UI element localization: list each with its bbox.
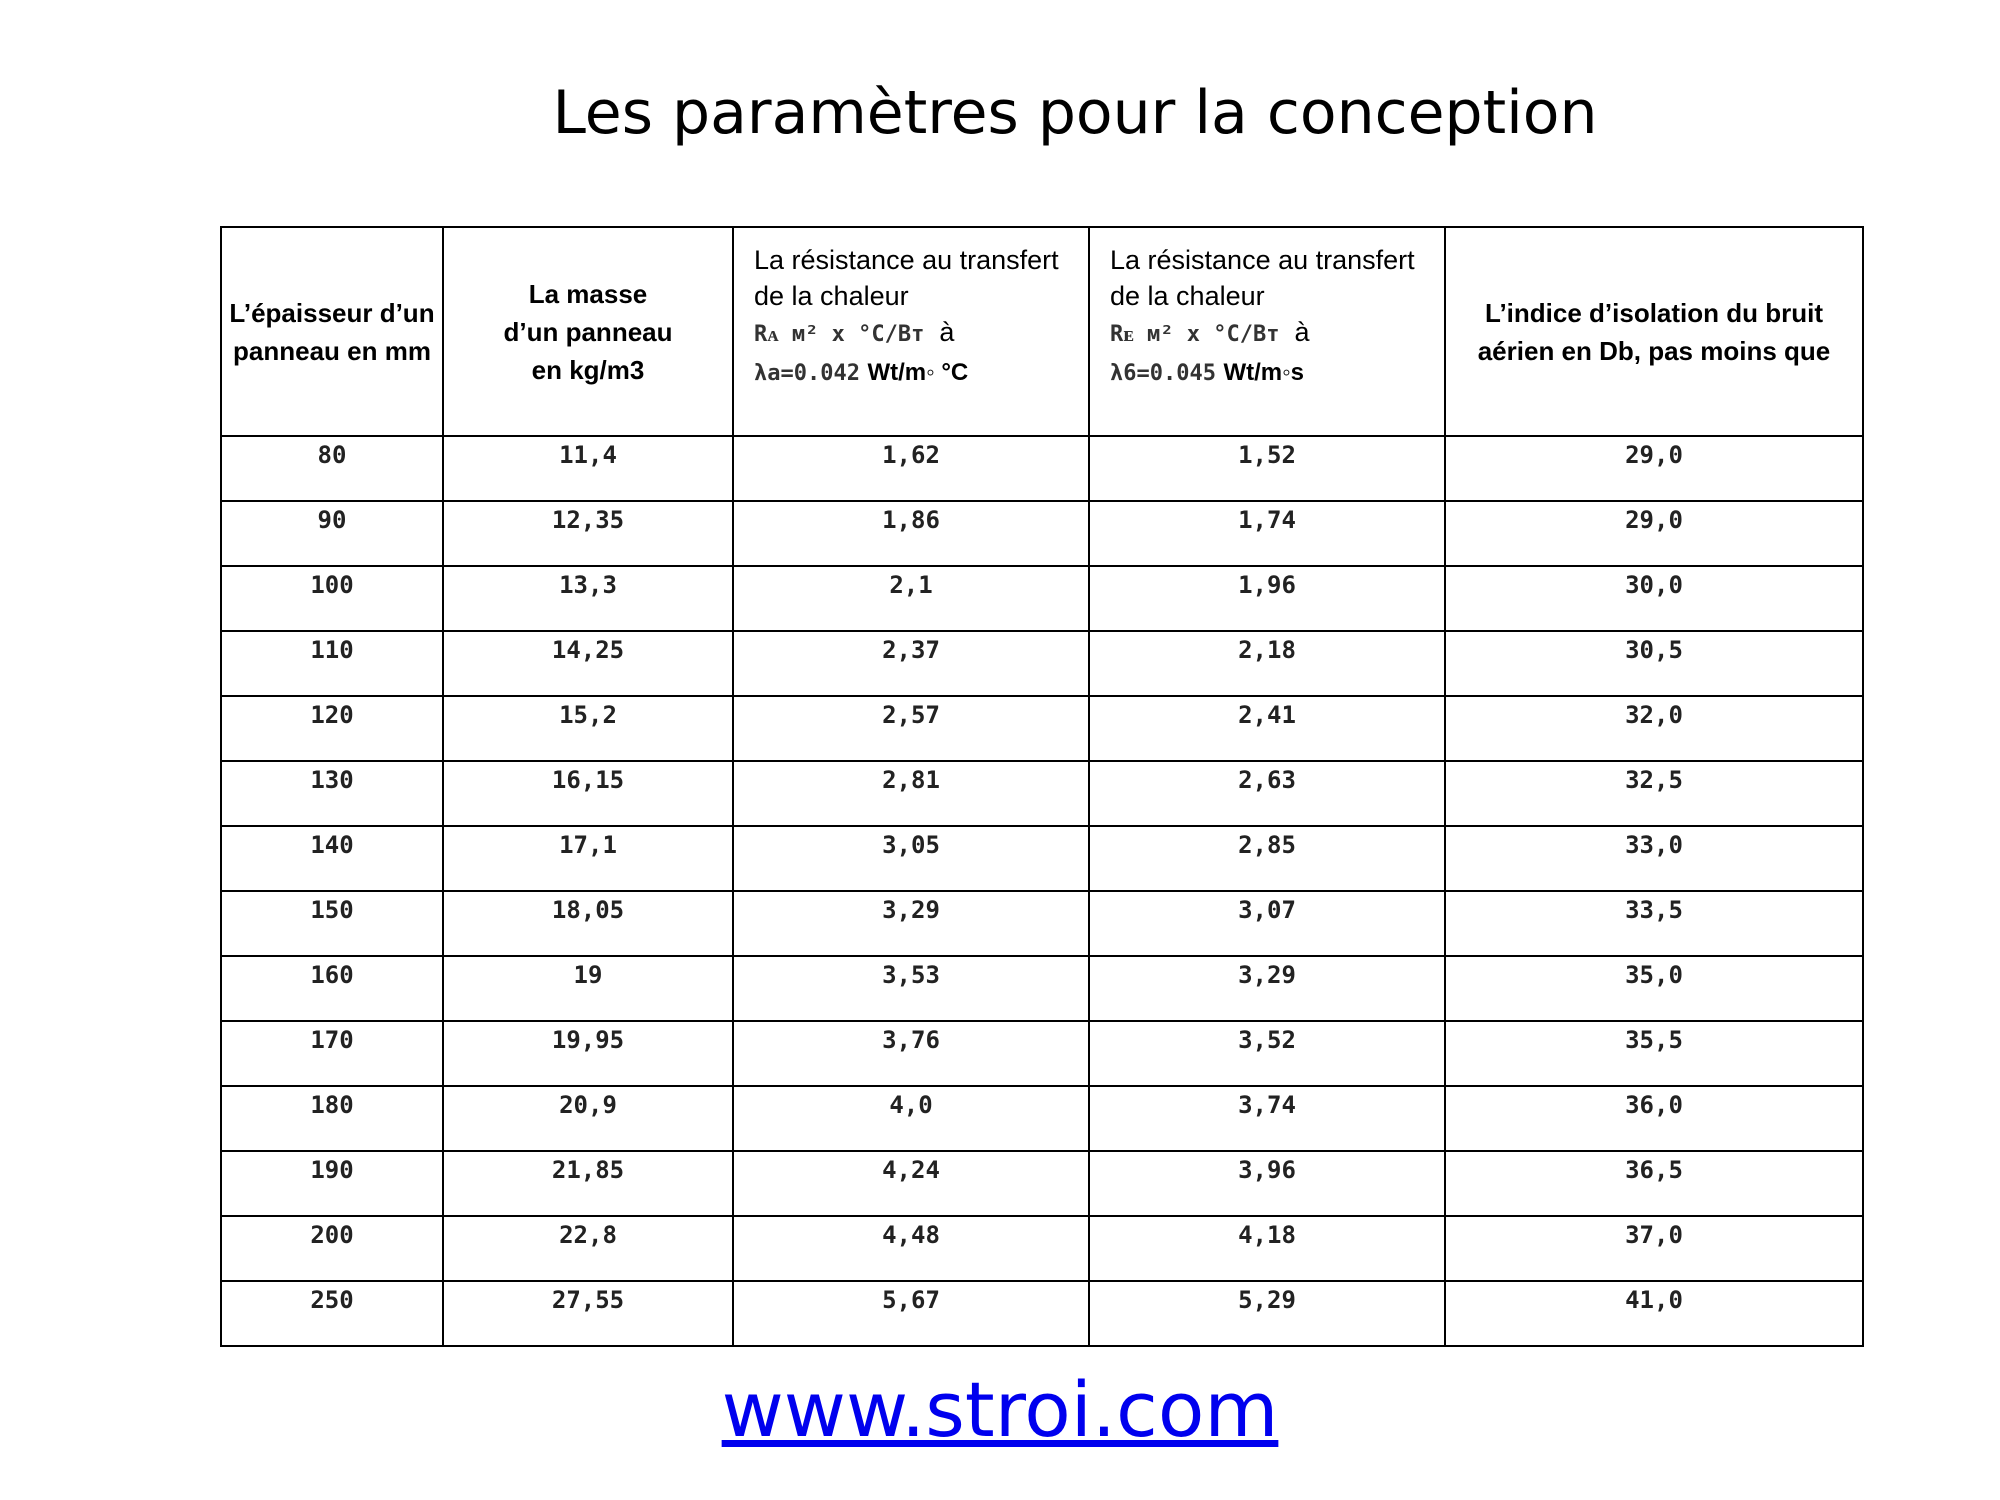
resistance-a-cell: 2,1 [733, 566, 1089, 631]
header-resistance-b [1089, 227, 1445, 436]
resistance-a-cell: 1,86 [733, 501, 1089, 566]
table-row [221, 1281, 1863, 1346]
resistance-b-cell: 2,85 [1089, 826, 1445, 891]
website-link[interactable]: www.stroi.com [721, 1365, 1279, 1454]
resistance-b-cell: 3,52 [1089, 1021, 1445, 1086]
resistance-a-cell: 3,76 [733, 1021, 1089, 1086]
header-resistance-a [733, 227, 1089, 436]
sound-index-cell: 41,0 [1445, 1281, 1863, 1346]
header-mass [443, 227, 733, 436]
resistance-b-cell: 3,07 [1089, 891, 1445, 956]
parameters-table [220, 226, 1864, 1347]
resistance-b-unit-formula: Rᴇ м² x °C/Вт [1110, 322, 1280, 347]
table-row [221, 436, 1863, 501]
thickness-cell: 200 [221, 1216, 443, 1281]
mass-cell: 12,35 [443, 501, 733, 566]
resistance-a-cell: 4,24 [733, 1151, 1089, 1216]
resistance-a-cell: 2,81 [733, 761, 1089, 826]
thickness-cell: 140 [221, 826, 443, 891]
table-row [221, 566, 1863, 631]
resistance-a-a: à [939, 317, 955, 347]
resistance-b-cell: 4,18 [1089, 1216, 1445, 1281]
table-row [221, 826, 1863, 891]
sound-index-cell: 36,0 [1445, 1086, 1863, 1151]
resistance-a-cell: 3,05 [733, 826, 1089, 891]
header-resistance-b-text: La résistance au transfert de la chaleur [1110, 245, 1415, 311]
thickness-cell: 160 [221, 956, 443, 1021]
resistance-b-cell: 3,74 [1089, 1086, 1445, 1151]
header-sound-insulation: L’indice d’isolation du bruit aérien en Db, pas moins que [1445, 227, 1863, 436]
mass-cell: 22,8 [443, 1216, 733, 1281]
mass-cell: 21,85 [443, 1151, 733, 1216]
header-resistance-b-formula [1110, 314, 1444, 353]
resistance-a-cell: 4,48 [733, 1216, 1089, 1281]
thickness-cell: 250 [221, 1281, 443, 1346]
header-mass-line3: en kg/m3 [531, 354, 645, 385]
sound-index-cell: 36,5 [1445, 1151, 1863, 1216]
sound-index-cell: 37,0 [1445, 1216, 1863, 1281]
thickness-cell: 100 [221, 566, 443, 631]
resistance-b-cell: 3,96 [1089, 1151, 1445, 1216]
table-row [221, 501, 1863, 566]
resistance-a-cell: 2,37 [733, 631, 1089, 696]
table-row [221, 891, 1863, 956]
resistance-a-cell: 3,29 [733, 891, 1089, 956]
mass-cell: 20,9 [443, 1086, 733, 1151]
resistance-a-cell: 2,57 [733, 696, 1089, 761]
table-row [221, 1086, 1863, 1151]
resistance-a-cell: 4,0 [733, 1086, 1089, 1151]
thickness-cell: 130 [221, 761, 443, 826]
header-resistance-a-formula [754, 314, 1088, 353]
resistance-b-cell: 1,96 [1089, 566, 1445, 631]
resistance-b-lambda-unit: Wt/m◦s [1223, 359, 1304, 386]
resistance-b-cell: 1,52 [1089, 436, 1445, 501]
resistance-a-cell: 5,67 [733, 1281, 1089, 1346]
resistance-a-unit-formula: Rᴀ м² x °C/Вт [754, 322, 925, 347]
thickness-cell: 170 [221, 1021, 443, 1086]
thickness-cell: 120 [221, 696, 443, 761]
table-row [221, 631, 1863, 696]
resistance-a-cell: 3,53 [733, 956, 1089, 1021]
thickness-cell: 150 [221, 891, 443, 956]
thickness-cell: 190 [221, 1151, 443, 1216]
table-row [221, 1216, 1863, 1281]
header-resistance-a-lambda [754, 353, 1088, 392]
table-row [221, 1151, 1863, 1216]
sound-index-cell: 29,0 [1445, 501, 1863, 566]
mass-cell: 17,1 [443, 826, 733, 891]
resistance-a-cell: 1,62 [733, 436, 1089, 501]
page-title: Les paramètres pour la conception [552, 78, 1598, 148]
sound-index-cell: 30,5 [1445, 631, 1863, 696]
mass-cell: 19 [443, 956, 733, 1021]
resistance-b-cell: 2,18 [1089, 631, 1445, 696]
table-body [221, 436, 1863, 1346]
table-row [221, 761, 1863, 826]
mass-cell: 14,25 [443, 631, 733, 696]
resistance-b-cell: 2,63 [1089, 761, 1445, 826]
thickness-cell: 110 [221, 631, 443, 696]
mass-cell: 11,4 [443, 436, 733, 501]
table-row [221, 956, 1863, 1021]
resistance-a-lambda-unit: Wt/m◦ °C [867, 359, 969, 386]
sound-index-cell: 35,5 [1445, 1021, 1863, 1086]
mass-cell: 16,15 [443, 761, 733, 826]
mass-cell: 13,3 [443, 566, 733, 631]
thickness-cell: 180 [221, 1086, 443, 1151]
mass-cell: 19,95 [443, 1021, 733, 1086]
table-header-row [221, 227, 1863, 436]
thickness-cell: 80 [221, 436, 443, 501]
header-resistance-a-text: La résistance au transfert de la chaleur [754, 245, 1059, 311]
header-mass-line1: La masse [528, 278, 648, 309]
sound-index-cell: 29,0 [1445, 436, 1863, 501]
resistance-a-lambda-formula: λa=0.042 [754, 361, 860, 386]
mass-cell: 27,55 [443, 1281, 733, 1346]
mass-cell: 15,2 [443, 696, 733, 761]
sound-index-cell: 35,0 [1445, 956, 1863, 1021]
table-row [221, 696, 1863, 761]
thickness-cell: 90 [221, 501, 443, 566]
sound-index-cell: 32,5 [1445, 761, 1863, 826]
resistance-b-a: à [1294, 317, 1310, 347]
header-thickness: L’épaisseur d’un panneau en mm [221, 227, 443, 436]
resistance-b-lambda-formula: λ6=0.045 [1110, 361, 1216, 386]
sound-index-cell: 33,5 [1445, 891, 1863, 956]
header-resistance-b-lambda [1110, 353, 1444, 392]
table-row [221, 1021, 1863, 1086]
header-mass-line2: d’un panneau [503, 316, 673, 347]
sound-index-cell: 32,0 [1445, 696, 1863, 761]
resistance-b-cell: 5,29 [1089, 1281, 1445, 1346]
sound-index-cell: 30,0 [1445, 566, 1863, 631]
sound-index-cell: 33,0 [1445, 826, 1863, 891]
mass-cell: 18,05 [443, 891, 733, 956]
resistance-b-cell: 3,29 [1089, 956, 1445, 1021]
resistance-b-cell: 2,41 [1089, 696, 1445, 761]
resistance-b-cell: 1,74 [1089, 501, 1445, 566]
